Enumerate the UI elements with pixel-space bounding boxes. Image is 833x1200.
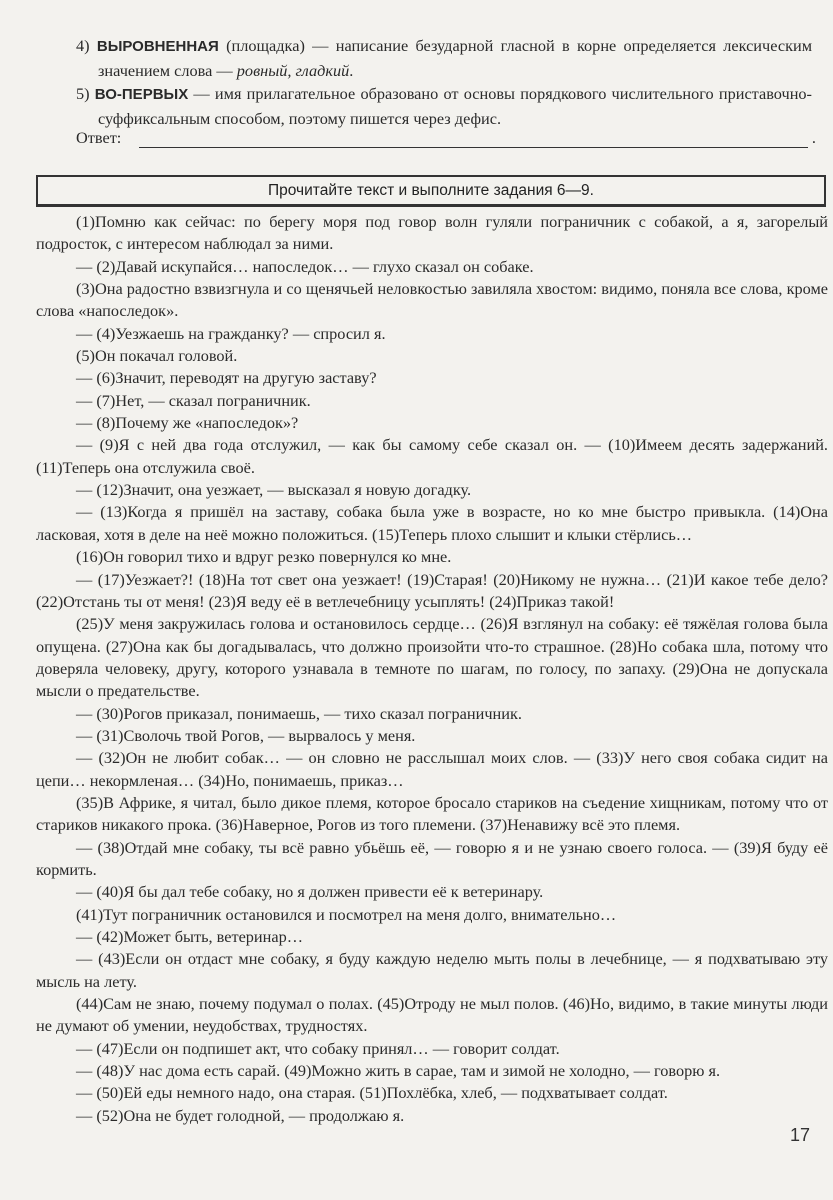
text-paragraph: — (52)Она не будет голодной, — продолжаю я. xyxy=(76,1105,405,1125)
text-paragraph: — (38)Отдай мне собаку, ты всё равно убьёшь её, — говорю я и не узнаю своего голоса. — (39)Я буду её кормить. xyxy=(36,837,828,879)
text-paragraph: — (9)Я с ней два года отслужил, — как бы самому себе сказал он. — (10)Имеем десять задержаний. (11)Теперь она отслужила своё. xyxy=(36,435,828,477)
item-text: — имя прилагательное образовано от основы порядкового числительного приставочно-суффиксальным способом, поэтому пишется через дефис. xyxy=(98,84,812,128)
text-paragraph: (41)Тут пограничник остановился и посмотрел на меня долго, внимательно… xyxy=(76,904,617,924)
text-paragraph: — (6)Значит, переводят на другую заставу? xyxy=(76,368,377,388)
text-paragraph: — (48)У нас дома есть сарай. (49)Можно жить в сарае, там и зимой не холодно, — говорю я. xyxy=(76,1061,721,1081)
item-end: . xyxy=(349,60,354,80)
text-paragraph: (25)У меня закружилась голова и остановилось сердце… (26)Я взглянул на собаку: её тяжёлая голова была опущена. (27)Она как бы догадывалась, что должно произойти что-то страшное. (28)Но собака шла, потому что доверяла человеку, другу, которого узнавала в темноте по шагам, по голосу, по запаху. (29)Она не допускала мысли о предательстве. xyxy=(36,614,828,701)
item-number: 5) xyxy=(76,84,90,103)
item-italic: ровный, гладкий xyxy=(236,60,350,80)
item-text: (площадка) — написание безударной гласной в корне определяется лексическим значением слова — xyxy=(98,36,812,80)
text-paragraph: — (47)Если он подпишет акт, что собаку принял… — говорит солдат. xyxy=(76,1038,560,1058)
text-paragraph: — (30)Рогов приказал, понимаешь, — тихо сказал пограничник. xyxy=(76,703,522,723)
task-instruction-box xyxy=(36,175,826,207)
text-paragraph: (35)В Африке, я читал, было дикое племя, которое бросало стариков на съедение хищникам, потому что от стариков никакого прока. (36)Наверное, Рогов из того племени. (37)Ненавижу всё это племя. xyxy=(36,792,828,835)
text-paragraph: — (40)Я бы дал тебе собаку, но я должен привести её к ветеринару. xyxy=(76,882,544,902)
item-number: 4) xyxy=(76,36,90,55)
answer-explanations xyxy=(76,34,812,130)
explanation-item xyxy=(76,82,812,130)
answer-line[interactable] xyxy=(139,131,808,148)
explanation-item xyxy=(76,34,812,82)
text-paragraph: — (32)Он не любит собак… — он словно не расслышал моих слов. — (33)У него своя собака сидит на цепи… некормленая… (34)Но, понимаешь, приказ… xyxy=(36,748,828,790)
text-paragraph: — (7)Нет, — сказал пограничник. xyxy=(76,390,311,410)
answer-label: Ответ: xyxy=(76,128,122,147)
item-term: ВО-ПЕРВЫХ xyxy=(94,86,189,103)
text-paragraph: — (2)Давай искупайся… напоследок… — глухо сказал он собаке. xyxy=(76,256,534,276)
text-paragraph: (5)Он покачал головой. xyxy=(76,346,238,366)
text-paragraph: — (50)Ей еды немного надо, она старая. (51)Похлёбка, хлеб, — подхватывает солдат. xyxy=(76,1083,668,1103)
text-paragraph: (44)Сам не знаю, почему подумал о полах. (45)Отроду не мыл полов. (46)Но, видимо, в такие минуты люди не думают об умении, неудобствах, трудностях. xyxy=(36,994,828,1036)
text-paragraph: (16)Он говорил тихо и вдруг резко повернулся ко мне. xyxy=(76,547,452,567)
text-paragraph: — (8)Почему же «напоследок»? xyxy=(76,413,299,433)
text-paragraph: — (13)Когда я пришёл на заставу, собака была уже в возрасте, но ко мне быстро привыкла. (14)Она ласковая, хотя в деле на неё можно положиться. (15)Теперь плохо слышит и клыки стёрлись… xyxy=(36,502,828,544)
page-number: 17 xyxy=(790,1125,811,1145)
text-paragraph: — (4)Уезжаешь на гражданку? — спросил я. xyxy=(76,323,386,343)
task-instruction: Прочитайте текст и выполните задания 6—9. xyxy=(268,181,594,199)
item-term: ВЫРОВНЕННАЯ xyxy=(96,38,219,55)
text-paragraph: — (43)Если он отдаст мне собаку, я буду каждую неделю мыть полы в лечебнице, — я подхватываю эту мысль на лету. xyxy=(36,949,828,991)
text-paragraph: — (12)Значит, она уезжает, — высказал я новую догадку. xyxy=(76,480,472,500)
text-paragraph: (1)Помню как сейчас: по берегу моря под говор волн гуляли пограничник с собакой, а я, загорелый подросток, с интересом наблюдал за ними. xyxy=(36,212,828,254)
text-paragraph: — (31)Сволочь твой Рогов, — вырвалось у меня. xyxy=(76,725,416,745)
text-paragraph: (3)Она радостно взвизгнула и со щенячьей неловкостью завиляла хвостом: видимо, поняла все слова, кроме слова «напоследок». xyxy=(36,279,828,321)
reading-text xyxy=(36,211,828,1127)
text-paragraph: — (17)Уезжает?! (18)На тот свет она уезжает! (19)Старая! (20)Никому не нужна… (21)И какое тебе дело? (22)Отстань ты от меня! (23)Я веду её в ветлечебницу усыплять! (24)Приказ такой! xyxy=(36,569,828,611)
answer-field[interactable]: Ответ: . xyxy=(76,128,816,147)
text-paragraph: — (42)Может быть, ветеринар… xyxy=(76,927,304,946)
